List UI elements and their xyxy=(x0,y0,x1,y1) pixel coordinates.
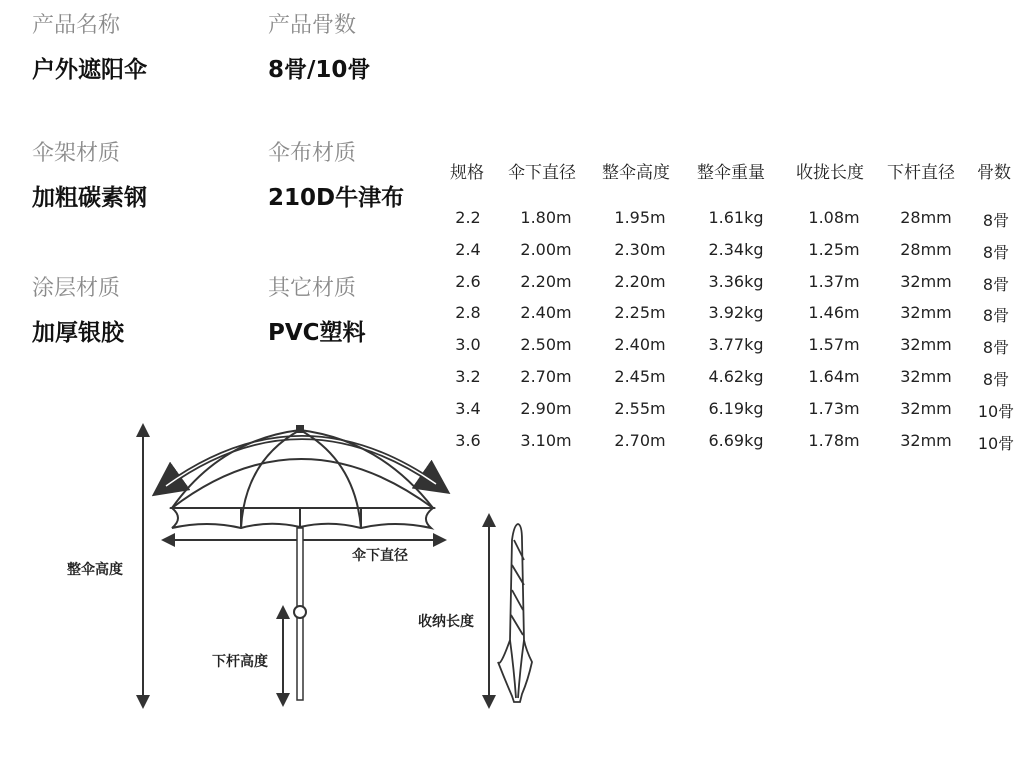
table-cell-spec: 3.6 xyxy=(455,430,481,450)
property-label: 涂层材质 xyxy=(32,276,121,301)
property-label: 伞架材质 xyxy=(32,141,121,166)
property-rib-count xyxy=(268,13,370,84)
table-cell-diameter: 1.80m xyxy=(520,208,572,227)
table-cell-diameter: 2.20m xyxy=(520,271,572,291)
table-cell-spec: 3.4 xyxy=(455,398,481,418)
table-cell-weight: 3.77kg xyxy=(708,335,764,355)
table-header-diameter: 伞下直径 xyxy=(508,163,576,183)
umbrella-pole xyxy=(294,528,306,700)
table-cell-diameter: 2.40m xyxy=(520,303,572,323)
table-cell-height: 1.95m xyxy=(614,208,666,227)
table-cell-spec: 3.0 xyxy=(455,335,481,355)
umbrella-diagram xyxy=(0,400,600,730)
table-cell-pole-diameter: 32mm xyxy=(900,303,952,323)
table-header-weight: 整伞重量 xyxy=(697,163,765,183)
table-cell-height: 2.70m xyxy=(614,430,666,450)
table-cell-ribs: 8骨 xyxy=(982,306,1010,326)
umbrella-canopy xyxy=(172,426,433,528)
table-header-pole-diameter: 下杆直径 xyxy=(887,163,955,183)
table-cell-folded-length: 1.78m xyxy=(808,430,860,450)
property-label: 其它材质 xyxy=(268,276,357,301)
table-cell-folded-length: 1.46m xyxy=(808,303,860,323)
table-cell-diameter: 3.10m xyxy=(520,430,572,450)
table-cell-diameter: 2.70m xyxy=(520,367,572,386)
property-value: 210D牛津布 xyxy=(268,185,405,211)
table-cell-pole-diameter: 32mm xyxy=(900,430,952,450)
table-cell-ribs: 8骨 xyxy=(982,338,1010,358)
table-cell-folded-length: 1.08m xyxy=(808,208,860,227)
table-header-spec: 规格 xyxy=(450,163,484,183)
table-cell-spec: 2.4 xyxy=(455,239,481,259)
table-cell-weight: 3.36kg xyxy=(708,271,764,291)
property-value: 户外遮阳伞 xyxy=(32,57,147,83)
table-cell-pole-diameter: 32mm xyxy=(900,398,952,418)
table-header-ribs: 骨数 xyxy=(977,163,1011,183)
table-cell-ribs: 10骨 xyxy=(977,401,1015,421)
table-cell-pole-diameter: 32mm xyxy=(900,367,952,386)
table-cell-height: 2.40m xyxy=(614,335,666,355)
table-cell-diameter: 2.50m xyxy=(520,335,572,355)
table-cell-height: 2.30m xyxy=(614,239,666,259)
table-cell-folded-length: 1.37m xyxy=(808,271,860,291)
table-cell-ribs: 8骨 xyxy=(982,274,1010,294)
property-value: PVC塑料 xyxy=(268,320,366,346)
property-value: 加粗碳素钢 xyxy=(32,185,147,211)
property-fabric-material xyxy=(268,141,404,212)
property-frame-material xyxy=(32,141,147,212)
table-cell-ribs: 8骨 xyxy=(982,370,1010,389)
table-cell-weight: 6.19kg xyxy=(708,398,764,418)
table-cell-pole-diameter: 32mm xyxy=(900,271,952,291)
folded-length-label: 收纳长度 xyxy=(418,614,474,630)
table-cell-spec: 2.2 xyxy=(455,208,481,227)
table-cell-pole-diameter: 32mm xyxy=(900,335,952,355)
table-cell-spec: 2.6 xyxy=(455,271,481,291)
table-cell-spec: 3.2 xyxy=(455,367,481,386)
diameter-label: 伞下直径 xyxy=(352,548,408,564)
table-cell-weight: 1.61kg xyxy=(708,208,764,227)
table-cell-height: 2.20m xyxy=(614,271,666,291)
table-cell-pole-diameter: 28mm xyxy=(900,208,952,227)
table-header-height: 整伞高度 xyxy=(602,163,670,183)
table-cell-folded-length: 1.73m xyxy=(808,398,860,418)
table-header-folded-length: 收拢长度 xyxy=(796,163,864,183)
property-coating-material xyxy=(32,276,124,347)
folded-umbrella xyxy=(498,524,532,702)
property-value: 8骨/10骨 xyxy=(268,57,371,83)
table-cell-weight: 2.34kg xyxy=(708,239,764,259)
table-cell-diameter: 2.90m xyxy=(520,398,572,418)
table-cell-spec: 2.8 xyxy=(455,303,481,323)
property-label: 伞布材质 xyxy=(268,141,357,166)
table-cell-ribs: 10骨 xyxy=(977,433,1015,453)
property-value: 加厚银胶 xyxy=(32,320,124,346)
property-other-material xyxy=(268,276,366,347)
pole-height-label: 下杆高度 xyxy=(212,654,268,670)
table-cell-diameter: 2.00m xyxy=(520,239,572,259)
table-cell-ribs: 8骨 xyxy=(982,211,1010,230)
table-cell-folded-length: 1.57m xyxy=(808,335,860,355)
table-cell-height: 2.45m xyxy=(614,367,666,386)
table-cell-weight: 3.92kg xyxy=(708,303,764,323)
table-cell-weight: 6.69kg xyxy=(708,430,764,450)
table-cell-height: 2.55m xyxy=(614,398,666,418)
property-label: 产品骨数 xyxy=(268,13,357,38)
table-cell-height: 2.25m xyxy=(614,303,666,323)
table-cell-folded-length: 1.64m xyxy=(808,367,860,386)
table-cell-weight: 4.62kg xyxy=(708,367,764,386)
property-product-name xyxy=(32,13,147,84)
property-label: 产品名称 xyxy=(32,13,121,38)
table-cell-ribs: 8骨 xyxy=(982,242,1010,262)
table-cell-pole-diameter: 28mm xyxy=(900,239,952,259)
table-cell-folded-length: 1.25m xyxy=(808,239,860,259)
total-height-label: 整伞高度 xyxy=(67,562,123,578)
